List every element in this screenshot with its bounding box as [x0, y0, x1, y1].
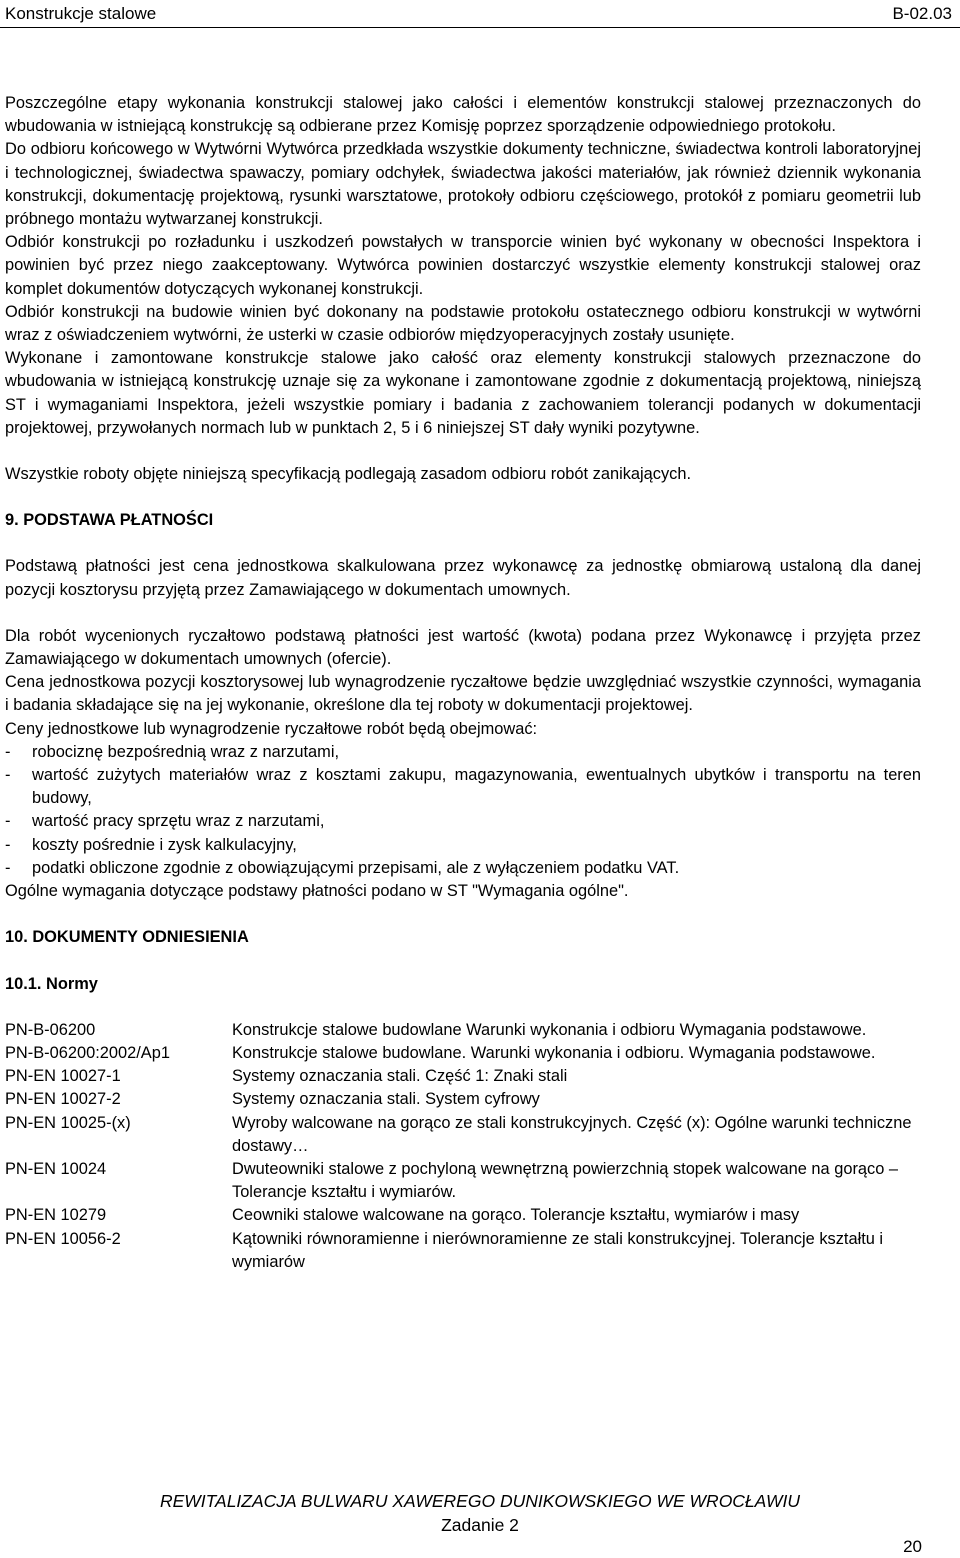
- paragraph: Ceny jednostkowe lub wynagrodzenie ryczałtowe robót będą obejmować:: [5, 719, 538, 738]
- norm-title: Konstrukcje stalowe budowlane Warunki wykonania i odbioru Wymagania podstawowe.: [232, 1020, 867, 1039]
- footer-project-title: REWITALIZACJA BULWARU XAWEREGO DUNIKOWSKIEGO WE WROCŁAWIU: [159, 1491, 801, 1511]
- norms-list: [5, 1019, 921, 1274]
- page-header: [0, 0, 960, 28]
- norm-title: Systemy oznaczania stali. Część 1: Znaki stali: [232, 1067, 568, 1086]
- norm-title: Ceowniki stalowe walcowane na gorąco. Tolerancje kształtu, wymiarów i masy: [232, 1206, 800, 1225]
- summary-paragraph: Wszystkie roboty objęte niniejszą specyfikacją podlegają zasadom odbioru robót zanikających.: [5, 465, 692, 484]
- paragraph: Cena jednostkowa pozycji kosztorysowej lub wynagrodzenie ryczałtowe będzie uwzględniać wszystkie czynności, wymagania i badania składające się na jej wykonanie, określone dla tej roboty w dokumentacji projektowej.: [5, 673, 921, 715]
- norm-row: [5, 1158, 921, 1204]
- norm-row: [5, 1065, 921, 1088]
- page-number: 20: [903, 1537, 922, 1556]
- paragraph: Podstawą płatności jest cena jednostkowa skalkulowana przez wykonawcę za jednostkę obmiarową ustaloną dla danej pozycji kosztorysu przyjętą przez Zamawiającego w dokumentach umownych.: [5, 557, 921, 599]
- header-title: Konstrukcje stalowe: [5, 4, 157, 23]
- header-code: B-02.03: [892, 4, 952, 23]
- list-item: - wartość zużytych materiałów wraz z kosztami zakupu, magazynowania, ewentualnych ubytków i transportu na teren budowy,: [5, 764, 921, 810]
- norm-row: [5, 1088, 921, 1111]
- section-9-heading: 9. PODSTAWA PŁATNOŚCI: [5, 511, 214, 530]
- paragraph: Do odbioru końcowego w Wytwórni Wytwórca przedkłada wszystkie dokumenty techniczne, świadectwa kontroli laboratoryjnej i technologicznej, świadectwa spawaczy, pomiary odchyłek, świadectwa jakości materiałów, jak również dziennik wykonania konstrukcji, dokumentację projektową, rysunki warsztatowe, protokoły odbioru częściowego, protokół z pomiaru geometrii lub próbnego montażu wytwarzanej konstrukcji.: [5, 140, 921, 229]
- norm-title: Wyroby walcowane na gorąco ze stali konstrukcyjnych. Część (x): Ogólne warunki techniczne dostawy…: [232, 1113, 912, 1155]
- footer-task: Zadanie 2: [441, 1515, 519, 1535]
- paragraph: Ogólne wymagania dotyczące podstawy płatności podano w ST "Wymagania ogólne".: [5, 882, 629, 901]
- document-body: [5, 92, 921, 1274]
- norm-code: PN-EN 10024: [5, 1159, 107, 1178]
- paragraph: Odbiór konstrukcji po rozładunku i uszkodzeń powstałych w transporcie winien być wykonany w obecności Inspektora i powinien być przez niego zaakceptowany. Wytwórca powinien dostarczyć wszystkie elementy konstrukcji stalowej oraz komplet dokumentów dotyczących wykonanej konstrukcji.: [5, 233, 921, 298]
- norm-row: [5, 1112, 921, 1158]
- section-10-heading: 10. DOKUMENTY ODNIESIENIA: [5, 928, 249, 947]
- paragraph: Odbiór konstrukcji na budowie winien być dokonany na podstawie protokołu ostatecznego odbioru konstrukcji w wytwórni wraz z oświadczeniem wytwórni, że usterki w czasie odbiorów międzyoperacyjnych zostały usunięte.: [5, 302, 921, 345]
- norm-row: [5, 1042, 921, 1065]
- norm-code: PN-EN 10279: [5, 1206, 107, 1225]
- norm-code: PN-EN 10025-(x): [5, 1113, 131, 1132]
- norm-title: Systemy oznaczania stali. System cyfrowy: [232, 1090, 540, 1109]
- norm-row: [5, 1228, 921, 1274]
- section-10-1-heading: 10.1. Normy: [5, 974, 98, 993]
- norm-code: PN-B-06200: [5, 1020, 96, 1039]
- norm-title: Dwuteowniki stalowe z pochyloną wewnętrzną powierzchnią stopek walcowane na gorąco – Tolerancje kształtu i wymiarów.: [232, 1159, 899, 1202]
- list-item: - wartość pracy sprzętu wraz z narzutami,: [5, 810, 921, 833]
- norm-code: PN-EN 10056-2: [5, 1229, 121, 1248]
- norm-code: PN-B-06200:2002/Ap1: [5, 1043, 170, 1062]
- list-item: - koszty pośrednie i zysk kalkulacyjny,: [5, 834, 921, 857]
- paragraph: Wykonane i zamontowane konstrukcje stalowe jako całość oraz elementy konstrukcji stalowych przeznaczone do wbudowania w istniejącą konstrukcję uznaje się za wykonane i zamontowane zgodnie z dokumentacją projektową, niniejszą ST i wymaganiami Inspektora, jeżeli wszystkie pomiary i badania z zachowaniem tolerancji podanych w dokumentacji projektowej, przywołanych normach lub w punktach 2, 5 i 6 niniejszej ST dały wyniki pozytywne.: [5, 349, 921, 437]
- norm-row: [5, 1204, 921, 1227]
- paragraph: Poszczególne etapy wykonania konstrukcji stalowej jako całości i elementów konstrukcji stalowej przeznaczonych do wbudowania w istniejącą konstrukcję są odbierane przez Komisję poprzez sporządzenie odpowiedniego protokołu.: [5, 94, 921, 136]
- norm-row: [5, 1019, 921, 1042]
- cost-items-list: [5, 741, 921, 880]
- paragraph: Dla robót wycenionych ryczałtowo podstawą płatności jest wartość (kwota) podana przez Wykonawcę i przyjęta przez Zamawiającego w dokumentach umownych (ofercie).: [5, 626, 921, 669]
- norm-title: Konstrukcje stalowe budowlane. Warunki wykonania i odbioru. Wymagania podstawowe.: [232, 1043, 876, 1062]
- list-item: - podatki obliczone zgodnie z obowiązującymi przepisami, ale z wyłączeniem podatku VAT.: [5, 857, 921, 880]
- norm-title: Kątowniki równoramienne i nierównoramienne ze stali konstrukcyjnej. Tolerancje kształtu i wymiarów: [232, 1229, 884, 1271]
- norm-code: PN-EN 10027-1: [5, 1067, 121, 1086]
- list-item: - robociznę bezpośrednią wraz z narzutami,: [5, 741, 921, 764]
- norm-code: PN-EN 10027-2: [5, 1090, 121, 1109]
